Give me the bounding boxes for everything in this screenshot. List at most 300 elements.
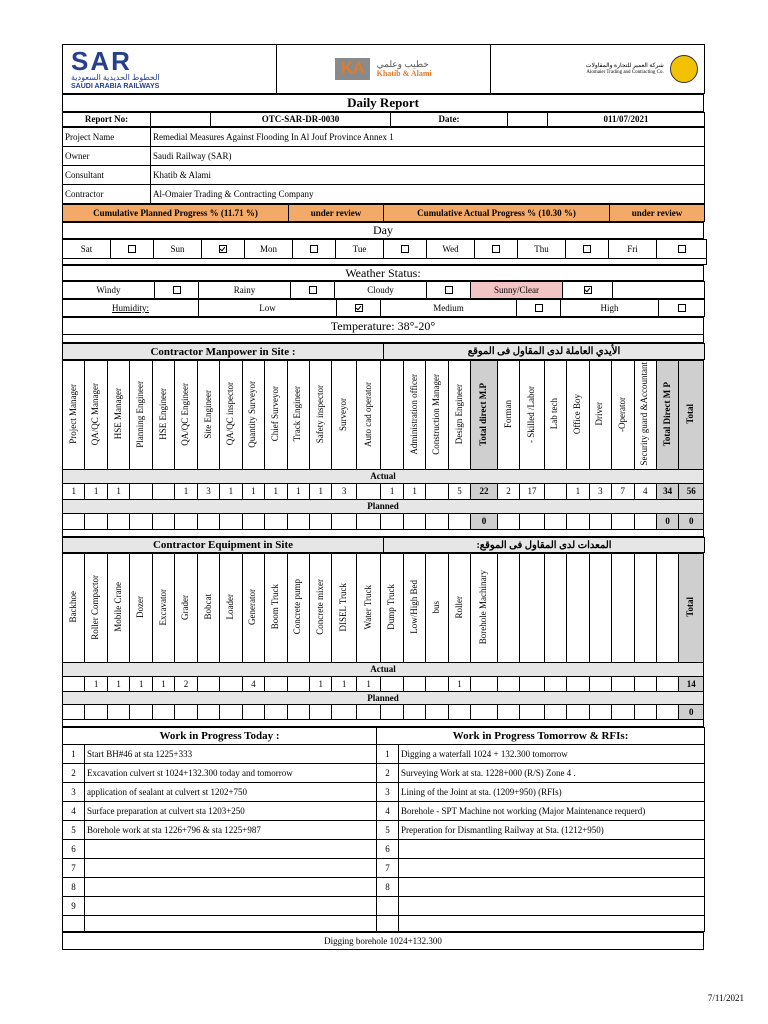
- mp-header-label: Auto cad operator: [362, 381, 373, 447]
- mp-actual-cell: 1: [220, 484, 242, 500]
- day-thu-checkbox[interactable]: [566, 240, 609, 259]
- consultant-value: Khatib & Alami: [151, 166, 705, 185]
- eq-actual-cell: [63, 677, 85, 692]
- eq-header-cell: [107, 554, 129, 663]
- eq-header-cell: [152, 554, 174, 663]
- mp-header-label: Track Engineer: [292, 386, 303, 442]
- eq-planned-cell: [152, 705, 174, 720]
- weather-cloudy-checkbox[interactable]: [427, 282, 471, 299]
- mp-header-label: Project Manager: [67, 384, 78, 444]
- mp-actual-cell: 1: [63, 484, 85, 500]
- mp-header-label: Lab tech: [549, 398, 560, 430]
- checkbox-icon: [309, 286, 317, 294]
- mp-header-label: Surveyor: [338, 397, 349, 431]
- eq-planned-cell: [265, 705, 287, 720]
- eq-header-label: Boom Truck: [269, 584, 280, 630]
- eq-header-cell: [426, 554, 448, 663]
- checkbox-icon: [678, 245, 686, 253]
- work-tomorrow-number: 4: [377, 802, 399, 821]
- work-tomorrow-item: [399, 897, 705, 916]
- mp-header-cell: [679, 361, 704, 470]
- mp-actual-cell: 3: [332, 484, 356, 500]
- mp-header-cell: [634, 361, 656, 470]
- weather-cloudy-label: Cloudy: [335, 282, 427, 299]
- eq-actual-cell: 14: [679, 677, 704, 692]
- work-today-number: 2: [63, 764, 85, 783]
- page-footer-date: 7/11/2021: [707, 993, 744, 1003]
- mp-header-label: Office Boy: [571, 394, 582, 435]
- humidity-table: [62, 299, 705, 317]
- mp-planned-cell: [242, 514, 264, 530]
- logo-header: [62, 44, 705, 94]
- eq-actual-cell: 1: [309, 677, 331, 692]
- work-tomorrow-number: 3: [377, 783, 399, 802]
- checkbox-icon: [219, 245, 227, 253]
- mp-header-label: Site Engineer: [202, 389, 213, 439]
- eq-actual-cell: [520, 677, 544, 692]
- equipment-actual-label: Actual: [63, 663, 704, 677]
- eq-header-label: Concrete pump: [292, 579, 303, 635]
- weather-windy-label: Windy: [63, 282, 155, 299]
- checkbox-icon: [678, 304, 686, 312]
- mp-header-label: Safety inspector: [314, 384, 325, 444]
- manpower-title: Contractor Manpower in Site :: [63, 344, 384, 360]
- mp-header-label: Design Engineer: [453, 383, 464, 445]
- contractor-value: Al-Omaier Trading & Contracting Company: [151, 185, 705, 204]
- humidity-low-checkbox[interactable]: [337, 300, 381, 317]
- eq-planned-cell: [656, 705, 678, 720]
- weather-windy-checkbox[interactable]: [155, 282, 199, 299]
- eq-planned-cell: [130, 705, 152, 720]
- mp-planned-cell: [544, 514, 566, 530]
- khatib-alami-logo: [277, 45, 491, 94]
- eq-planned-cell: [242, 705, 264, 720]
- work-row: [63, 859, 705, 878]
- mp-header-cell: [287, 361, 309, 470]
- eq-header-label: Water Truck: [362, 584, 373, 630]
- day-table: [62, 239, 707, 265]
- work-today-item: [85, 878, 377, 897]
- eq-actual-cell: 1: [85, 677, 107, 692]
- sar-logo: [63, 45, 277, 94]
- checkbox-icon: [355, 304, 363, 312]
- progress-row: [62, 204, 705, 222]
- mp-header-label: Driver: [594, 402, 605, 426]
- mp-header-cell: [471, 361, 498, 470]
- eq-header-cell: [634, 554, 656, 663]
- eq-planned-cell: [197, 705, 219, 720]
- work-today-item: application of sealant at culvert st 1202+750: [85, 783, 377, 802]
- day-wed-label: Wed: [427, 240, 475, 259]
- eq-header-cell: [679, 554, 704, 663]
- contractor-label: Contractor: [63, 185, 151, 204]
- day-wed-checkbox[interactable]: [475, 240, 518, 259]
- day-section: [62, 222, 704, 239]
- eq-actual-cell: [287, 677, 309, 692]
- mp-header-cell: [381, 361, 403, 470]
- mp-actual-cell: 1: [265, 484, 287, 500]
- work-row: [63, 745, 705, 764]
- eq-actual-cell: [567, 677, 589, 692]
- mp-actual-cell: 1: [242, 484, 264, 500]
- eq-header-label: Roller Compactor: [90, 574, 101, 640]
- mp-header-label: Security guard &Accountant: [639, 362, 650, 466]
- mp-planned-cell: [612, 514, 634, 530]
- mp-header-cell: [612, 361, 634, 470]
- mp-header-cell: [426, 361, 448, 470]
- project-name-value: Remedial Measures Against Flooding In Al Jouf Province Annex 1: [151, 128, 705, 147]
- day-sun-label: Sun: [154, 240, 202, 259]
- mp-header-cell: [448, 361, 470, 470]
- mp-actual-cell: 22: [471, 484, 498, 500]
- eq-actual-cell: [497, 677, 519, 692]
- eq-planned-cell: [471, 705, 498, 720]
- temperature-table: [62, 317, 704, 343]
- ka-english-name: Khatib & Alami: [376, 68, 432, 78]
- eq-planned-cell: [589, 705, 611, 720]
- work-tomorrow-number: [377, 916, 399, 932]
- equipment-title-arabic: المعدات لدى المقاول فى الموقع:: [384, 538, 705, 553]
- mp-planned-cell: [152, 514, 174, 530]
- eq-planned-cell: [497, 705, 519, 720]
- mp-header-cell: [309, 361, 331, 470]
- eq-header-cell: [612, 554, 634, 663]
- weather-sunny-label: Sunny/Clear: [471, 282, 563, 299]
- mp-planned-cell: [85, 514, 107, 530]
- mp-actual-cell: [544, 484, 566, 500]
- weather-section: [62, 265, 704, 281]
- mp-header-cell: [403, 361, 425, 470]
- eq-planned-cell: [634, 705, 656, 720]
- mp-header-label: Total Direct M P: [661, 381, 672, 447]
- temperature: Temperature: 38°-20°: [63, 318, 704, 335]
- equipment-title-table: [62, 537, 705, 553]
- eq-planned-cell: [381, 705, 403, 720]
- mp-actual-cell: 2: [497, 484, 519, 500]
- eq-actual-cell: 4: [242, 677, 264, 692]
- eq-header-label: Excavator: [157, 588, 168, 626]
- eq-planned-cell: [403, 705, 425, 720]
- omaier-arabic-name: شركة العمير للتجارة والمقاولات: [585, 63, 664, 70]
- work-today-item: Excavation culvert st 1024+132.300 today and tomorrow: [85, 764, 377, 783]
- day-mon-label: Mon: [245, 240, 293, 259]
- manpower-title-arabic: الأيدي العاملة لدى المقاول فى الموقع: [384, 344, 705, 360]
- work-row: [63, 821, 705, 840]
- equipment-table: [62, 553, 704, 727]
- work-tomorrow-title: Work in Progress Tomorrow & RFIs:: [377, 728, 705, 745]
- mp-header-cell: [175, 361, 197, 470]
- day-tue-checkbox[interactable]: [384, 240, 427, 259]
- checkbox-icon: [445, 286, 453, 294]
- mp-planned-cell: [356, 514, 380, 530]
- mp-planned-cell: [332, 514, 356, 530]
- work-tomorrow-number: 8: [377, 878, 399, 897]
- mp-header-label: - Skilled /Labor: [526, 385, 536, 443]
- work-today-item: Surface preparation at culvert sta 1203+250: [85, 802, 377, 821]
- actual-progress-status: under review: [610, 205, 705, 222]
- eq-planned-cell: [332, 705, 356, 720]
- sar-logo-mark: SAR: [71, 46, 132, 76]
- mp-header-label: Chief Surveyor: [269, 386, 280, 442]
- mp-actual-cell: 3: [589, 484, 611, 500]
- mp-header-label: QA/QC inspector: [224, 382, 235, 446]
- report-no-value: OTC-SAR-DR-0030: [211, 113, 391, 127]
- eq-header-cell: [381, 554, 403, 663]
- weather-title: Weather Status:: [63, 266, 704, 281]
- work-today-item: [85, 840, 377, 859]
- mp-planned-cell: [309, 514, 331, 530]
- eq-header-label: Generator: [247, 589, 258, 626]
- eq-actual-cell: [265, 677, 287, 692]
- eq-header-cell: [287, 554, 309, 663]
- mp-header-cell: [520, 361, 544, 470]
- eq-header-cell: [309, 554, 331, 663]
- day-fri-label: Fri: [609, 240, 657, 259]
- mp-header-cell: [567, 361, 589, 470]
- mp-planned-cell: [403, 514, 425, 530]
- work-today-number: [63, 916, 85, 932]
- work-row: [63, 840, 705, 859]
- work-row: [63, 802, 705, 821]
- checkbox-icon: [584, 286, 592, 294]
- mp-planned-cell: 0: [679, 514, 704, 530]
- eq-header-label: bus: [431, 600, 442, 614]
- eq-actual-cell: [634, 677, 656, 692]
- planned-progress-status: under review: [289, 205, 384, 222]
- mp-header-cell: [130, 361, 152, 470]
- mp-actual-cell: [426, 484, 448, 500]
- mp-actual-cell: 5: [448, 484, 470, 500]
- eq-header-label: Low/High Bed: [408, 580, 419, 634]
- day-fri-checkbox[interactable]: [657, 240, 707, 259]
- eq-actual-cell: 1: [152, 677, 174, 692]
- eq-actual-cell: 1: [448, 677, 470, 692]
- eq-header-cell: [567, 554, 589, 663]
- eq-actual-cell: [197, 677, 219, 692]
- mp-actual-cell: 4: [634, 484, 656, 500]
- eq-header-cell: [85, 554, 107, 663]
- mp-planned-cell: [220, 514, 242, 530]
- mp-header-cell: [656, 361, 678, 470]
- mp-header-label: -Operator: [616, 396, 627, 432]
- manpower-planned-label: Planned: [63, 500, 704, 514]
- mp-actual-cell: 34: [656, 484, 678, 500]
- humidity-high-label: High: [561, 300, 659, 317]
- weather-sunny-checkbox[interactable]: [563, 282, 613, 299]
- eq-header-cell: [589, 554, 611, 663]
- eq-actual-cell: 1: [130, 677, 152, 692]
- omaier-seal-icon: [670, 55, 698, 83]
- mp-actual-cell: 1: [107, 484, 129, 500]
- eq-actual-cell: [656, 677, 678, 692]
- work-tomorrow-item: [399, 878, 705, 897]
- eq-planned-cell: [612, 705, 634, 720]
- sar-english-name: SAUDI ARABIA RAILWAYS: [71, 82, 160, 90]
- eq-header-cell: [220, 554, 242, 663]
- eq-header-cell: [544, 554, 566, 663]
- work-tomorrow-item: Digging a waterfall 1024 + 132.300 tomorrow: [399, 745, 705, 764]
- equipment-planned-label: Planned: [63, 692, 704, 705]
- eq-actual-cell: 1: [332, 677, 356, 692]
- work-today-number: 6: [63, 840, 85, 859]
- eq-planned-cell: [567, 705, 589, 720]
- eq-planned-cell: [107, 705, 129, 720]
- eq-header-cell: [197, 554, 219, 663]
- checkbox-icon: [173, 286, 181, 294]
- eq-planned-cell: [544, 705, 566, 720]
- eq-header-label: Dump Truck: [386, 584, 397, 630]
- mp-actual-cell: 1: [567, 484, 589, 500]
- eq-header-label: Grader: [180, 594, 191, 620]
- mp-planned-cell: [175, 514, 197, 530]
- eq-header-label: DISEL Truck: [338, 582, 349, 632]
- mp-actual-cell: 1: [85, 484, 107, 500]
- date-value: 011/07/2021: [548, 113, 705, 127]
- day-sat-label: Sat: [63, 240, 111, 259]
- mp-header-cell: [85, 361, 107, 470]
- mp-header-cell: [332, 361, 356, 470]
- work-tomorrow-number: 6: [377, 840, 399, 859]
- owner-label: Owner: [63, 147, 151, 166]
- mp-actual-cell: 7: [612, 484, 634, 500]
- work-today-item: [85, 859, 377, 878]
- mp-header-label: HSE Manager: [112, 388, 123, 440]
- humidity-label: Humidity:: [63, 300, 199, 317]
- work-row: [63, 916, 705, 932]
- day-mon-checkbox[interactable]: [293, 240, 336, 259]
- humidity-low-label: Low: [199, 300, 337, 317]
- work-tomorrow-item: Lining of the Joint at sta. (1209+950) (RFIs): [399, 783, 705, 802]
- manpower-table: [62, 360, 704, 537]
- work-table: [62, 727, 705, 932]
- eq-planned-cell: [175, 705, 197, 720]
- day-title: Day: [63, 223, 704, 239]
- mp-actual-cell: [130, 484, 152, 500]
- eq-actual-cell: [544, 677, 566, 692]
- eq-header-label: Roller: [453, 595, 464, 619]
- project-name-label: Project Name: [63, 128, 151, 147]
- humidity-high-checkbox[interactable]: [659, 300, 705, 317]
- eq-header-cell: [656, 554, 678, 663]
- day-sun-checkbox[interactable]: [202, 240, 245, 259]
- mp-actual-cell: [152, 484, 174, 500]
- mp-actual-cell: 56: [679, 484, 704, 500]
- mp-header-cell: [197, 361, 219, 470]
- project-info-table: [62, 127, 705, 204]
- mp-planned-cell: [381, 514, 403, 530]
- mp-planned-cell: [497, 514, 519, 530]
- work-today-number: 5: [63, 821, 85, 840]
- humidity-medium-checkbox[interactable]: [517, 300, 561, 317]
- work-tomorrow-number: 7: [377, 859, 399, 878]
- work-today-item: Start BH#46 at sta 1225+333: [85, 745, 377, 764]
- eq-header-label: Dozer: [135, 596, 146, 619]
- mp-header-label: Planning Engineer: [135, 380, 146, 448]
- work-today-item: [85, 897, 377, 916]
- mp-planned-cell: [426, 514, 448, 530]
- mp-actual-cell: 1: [175, 484, 197, 500]
- mp-planned-cell: 0: [656, 514, 678, 530]
- work-tomorrow-number: 2: [377, 764, 399, 783]
- mp-header-cell: [544, 361, 566, 470]
- report-no-label: Report No:: [63, 113, 151, 127]
- mp-planned-cell: [265, 514, 287, 530]
- checkbox-icon: [401, 245, 409, 253]
- eq-planned-cell: 0: [679, 705, 704, 720]
- mp-planned-cell: [634, 514, 656, 530]
- mp-actual-cell: 1: [381, 484, 403, 500]
- sar-arabic-name: الخطوط الحديدية السعودية: [71, 73, 160, 82]
- report-title-table: [62, 94, 704, 112]
- mp-actual-cell: 1: [309, 484, 331, 500]
- eq-header-label: Backhoe: [67, 591, 78, 623]
- caption-table: [62, 932, 704, 950]
- mp-planned-cell: [589, 514, 611, 530]
- eq-header-cell: [265, 554, 287, 663]
- mp-planned-cell: [520, 514, 544, 530]
- mp-planned-cell: [107, 514, 129, 530]
- checkbox-icon: [535, 304, 543, 312]
- eq-header-label: Loader: [224, 594, 235, 620]
- eq-header-label: Bobcat: [202, 594, 213, 620]
- mp-actual-cell: 17: [520, 484, 544, 500]
- work-tomorrow-number: 5: [377, 821, 399, 840]
- omaier-english-name: Alomaier Trading and Contracting Co.: [586, 69, 664, 75]
- mp-header-cell: [220, 361, 242, 470]
- mp-actual-cell: 3: [197, 484, 219, 500]
- mp-header-cell: [152, 361, 174, 470]
- report-number-row: [62, 112, 705, 127]
- ka-arabic-name: خطيب وعلمي: [376, 58, 429, 69]
- work-today-number: 4: [63, 802, 85, 821]
- mp-header-label: Construction Manager: [431, 373, 442, 455]
- eq-actual-cell: [220, 677, 242, 692]
- mp-planned-cell: [567, 514, 589, 530]
- mp-planned-cell: [287, 514, 309, 530]
- eq-header-cell: [175, 554, 197, 663]
- mp-header-label: Administration officer: [408, 373, 419, 455]
- daily-report-sheet: [62, 44, 704, 950]
- eq-actual-cell: 1: [107, 677, 129, 692]
- mp-actual-cell: 1: [403, 484, 425, 500]
- checkbox-icon: [128, 245, 136, 253]
- mp-header-cell: [107, 361, 129, 470]
- manpower-title-table: [62, 343, 705, 360]
- eq-header-label: Mobile Crane: [112, 582, 123, 632]
- weather-rainy-checkbox[interactable]: [291, 282, 335, 299]
- work-tomorrow-number: 1: [377, 745, 399, 764]
- day-sat-checkbox[interactable]: [111, 240, 154, 259]
- work-today-item: [85, 916, 377, 932]
- eq-header-cell: [63, 554, 85, 663]
- eq-actual-cell: [381, 677, 403, 692]
- mp-header-cell: [265, 361, 287, 470]
- eq-header-cell: [471, 554, 498, 663]
- eq-planned-cell: [426, 705, 448, 720]
- mp-header-cell: [589, 361, 611, 470]
- work-today-number: 8: [63, 878, 85, 897]
- eq-header-cell: [130, 554, 152, 663]
- weather-rainy-label: Rainy: [199, 282, 291, 299]
- actual-progress-label: Cumulative Actual Progress % (10.30 %): [384, 205, 610, 222]
- mp-header-cell: [242, 361, 264, 470]
- eq-header-label: Borehole Machinary: [478, 569, 489, 645]
- mp-header-label: QA/QC Manager: [90, 382, 101, 446]
- humidity-medium-label: Medium: [381, 300, 517, 317]
- eq-actual-cell: [612, 677, 634, 692]
- weather-table: [62, 281, 705, 299]
- omaier-logo: [491, 45, 705, 94]
